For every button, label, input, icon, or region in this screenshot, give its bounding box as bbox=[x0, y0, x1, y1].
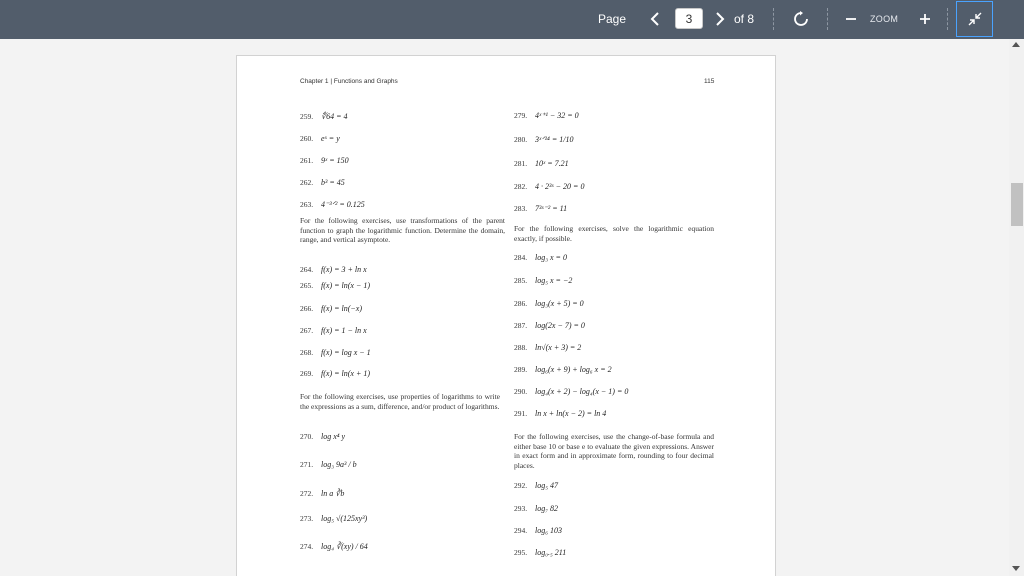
rotate-icon bbox=[793, 11, 809, 27]
exercise-item: 279. 4ˣ⁺¹ − 32 = 0 bbox=[514, 111, 579, 120]
exercise-item: 268. f(x) = log x − 1 bbox=[300, 348, 371, 357]
zoom-out-button[interactable] bbox=[842, 8, 860, 30]
chapter-header: Chapter 1 | Functions and Graphs bbox=[300, 78, 398, 85]
rotate-button[interactable] bbox=[790, 8, 812, 30]
page-number-input[interactable] bbox=[675, 8, 703, 29]
exercise-item: 289. log₆(x + 9) + log₆ x = 2 bbox=[514, 365, 612, 374]
page-label: Page bbox=[598, 12, 627, 26]
prev-page-button[interactable] bbox=[646, 8, 664, 30]
chevron-right-icon bbox=[715, 12, 725, 26]
exercise-item: 288. ln√(x + 3) = 2 bbox=[514, 343, 582, 352]
document-page bbox=[236, 55, 776, 576]
exercise-item: 283. 7³ˣ⁻² = 11 bbox=[514, 204, 568, 213]
exercise-item: 284. log₃ x = 0 bbox=[514, 253, 567, 262]
collapse-icon bbox=[968, 12, 982, 26]
exercise-item: 280. 3ˣᐟ¹⁴ = 1/10 bbox=[514, 135, 574, 144]
exercise-item: 265. f(x) = ln(x − 1) bbox=[300, 281, 370, 290]
minus-icon bbox=[845, 13, 857, 25]
exercise-item: 287. log(2x − 7) = 0 bbox=[514, 321, 585, 330]
exercise-item: 292. log₅ 47 bbox=[514, 481, 559, 490]
exercise-item: 271. log₃ 9a³ / b bbox=[300, 460, 357, 469]
exercise-item: 261. 9ˣ = 150 bbox=[300, 156, 349, 165]
scroll-down-arrow-icon[interactable] bbox=[1012, 566, 1020, 571]
vertical-scrollbar[interactable] bbox=[1009, 39, 1024, 576]
exercise-item: 295. log₀.₅ 211 bbox=[514, 548, 567, 557]
exercise-item: 270. log x⁴ y bbox=[300, 432, 346, 441]
exercise-item: 269. f(x) = ln(x + 1) bbox=[300, 369, 370, 378]
exercise-item: 260. eˣ = y bbox=[300, 134, 340, 143]
exercise-item: 274. log₄ ∛(xy) / 64 bbox=[300, 542, 368, 551]
pdf-toolbar bbox=[0, 0, 1024, 39]
zoom-in-button[interactable] bbox=[915, 8, 935, 30]
exercise-item: 263. 4⁻³ᐟ² = 0.125 bbox=[300, 200, 365, 209]
exercise-item: 282. 4 · 2³ˣ − 20 = 0 bbox=[514, 182, 585, 191]
instructions-text: For the following exercises, use the change-of-base formula and either base 10 or base e to evaluate the given expressions. Answer in exact form and in approximate form, rounding to four decimal places. bbox=[514, 432, 714, 470]
instructions-text: For the following exercises, solve the logarithmic equation exactly, if possible. bbox=[514, 224, 714, 243]
scrollbar-thumb[interactable] bbox=[1011, 183, 1023, 226]
exercise-item: 291. ln x + ln(x − 2) = ln 4 bbox=[514, 409, 607, 418]
page-total-label: of 8 bbox=[734, 12, 755, 26]
exercise-item: 266. f(x) = ln(−x) bbox=[300, 304, 362, 313]
next-page-button[interactable] bbox=[711, 8, 729, 30]
exercise-item: 273. log₅ √(125xy³) bbox=[300, 514, 368, 523]
plus-icon bbox=[919, 13, 931, 25]
instructions-text: For the following exercises, use transformations of the parent function to graph the logarithmic function. Determine the domain, range, and vertical asymptote. bbox=[300, 216, 505, 244]
zoom-label: ZOOM bbox=[870, 14, 899, 24]
chevron-left-icon bbox=[650, 12, 660, 26]
toolbar-divider bbox=[947, 8, 948, 30]
scroll-up-arrow-icon[interactable] bbox=[1012, 42, 1020, 47]
exercise-item: 267. f(x) = 1 − ln x bbox=[300, 326, 367, 335]
exercise-item: 293. log₇ 82 bbox=[514, 504, 559, 513]
exercise-item: 272. ln a ∛b bbox=[300, 489, 345, 498]
exercise-item: 264. f(x) = 3 + ln x bbox=[300, 265, 367, 274]
exercise-item: 294. log₆ 103 bbox=[514, 526, 563, 535]
toolbar-divider bbox=[827, 8, 828, 30]
toolbar-divider bbox=[773, 8, 774, 30]
page-number: 115 bbox=[704, 78, 715, 85]
exercise-item: 281. 10ˣ = 7.21 bbox=[514, 159, 569, 168]
instructions-text: For the following exercises, use properties of logarithms to write the expressions as a sum, difference, and/or product of logarithms. bbox=[300, 392, 500, 411]
fit-to-page-button[interactable] bbox=[956, 1, 993, 37]
exercise-item: 286. log₃(x + 5) = 0 bbox=[514, 299, 584, 308]
exercise-item: 259. ∜64 = 4 bbox=[300, 112, 348, 121]
exercise-item: 285. log₅ x = −2 bbox=[514, 276, 573, 285]
exercise-item: 290. log₄(x + 2) − log₄(x − 1) = 0 bbox=[514, 387, 629, 396]
exercise-item: 262. b³ = 45 bbox=[300, 178, 345, 187]
